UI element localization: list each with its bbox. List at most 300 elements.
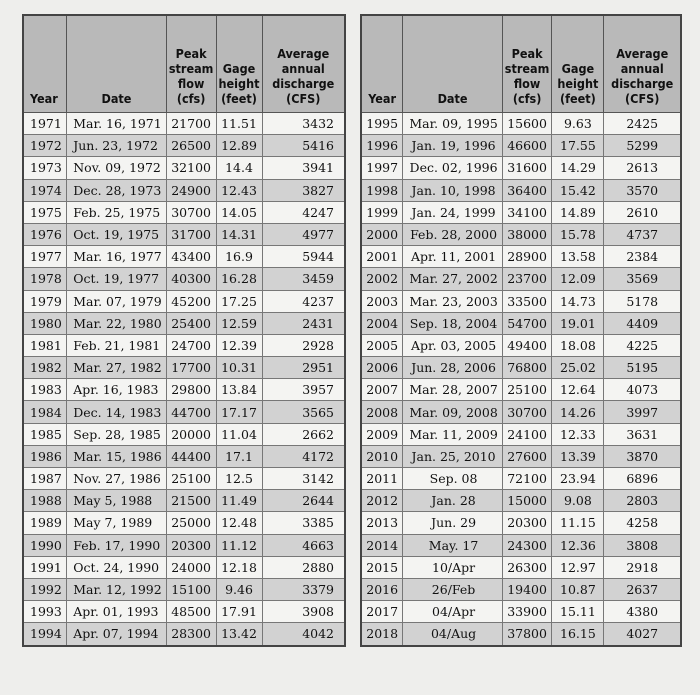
- peak-flow-cell: 34100: [502, 201, 552, 223]
- year-cell: 1999: [361, 201, 403, 223]
- avg-discharge-cell: 4977: [262, 223, 345, 245]
- gage-height-cell: 15.42: [552, 179, 604, 201]
- year-cell: 2006: [361, 357, 403, 379]
- peak-flow-header: Peak stream flow (cfs): [166, 15, 216, 113]
- avg-discharge-cell: 3631: [604, 423, 681, 445]
- table-row: [361, 113, 681, 135]
- year-cell: 1998: [361, 179, 403, 201]
- year-cell: 2000: [361, 223, 403, 245]
- table-row: [23, 334, 345, 356]
- date-cell: Nov. 27, 1986: [67, 468, 166, 490]
- year-cell: 2011: [361, 468, 403, 490]
- flood-table-left: [22, 14, 346, 647]
- avg-discharge-cell: 3957: [262, 379, 345, 401]
- gage-height-cell: 12.48: [216, 512, 262, 534]
- avg-discharge-cell: 2431: [262, 312, 345, 334]
- avg-discharge-cell: 3459: [262, 268, 345, 290]
- table-row: [361, 445, 681, 467]
- year-cell: 2014: [361, 534, 403, 556]
- year-cell: 2013: [361, 512, 403, 534]
- date-cell: Oct. 19, 1977: [67, 268, 166, 290]
- date-cell: Jan. 10, 1998: [403, 179, 502, 201]
- avg-discharge-cell: 3142: [262, 468, 345, 490]
- date-cell: Dec. 02, 1996: [403, 157, 502, 179]
- table-row: [361, 556, 681, 578]
- year-cell: 2018: [361, 623, 403, 646]
- date-cell: Mar. 09, 1995: [403, 113, 502, 135]
- gage-height-cell: 12.97: [552, 556, 604, 578]
- gage-height-cell: 9.63: [552, 113, 604, 135]
- peak-flow-cell: 15000: [502, 490, 552, 512]
- gage-height-cell: 17.1: [216, 445, 262, 467]
- peak-flow-cell: 26500: [166, 135, 216, 157]
- peak-flow-cell: 37800: [502, 623, 552, 646]
- year-cell: 2003: [361, 290, 403, 312]
- table-row: [361, 578, 681, 600]
- peak-flow-cell: 15100: [166, 578, 216, 600]
- gage-height-header: Gage height (feet): [216, 15, 262, 113]
- avg-discharge-cell: 4409: [604, 312, 681, 334]
- date-cell: Oct. 24, 1990: [67, 556, 166, 578]
- avg-discharge-cell: 2662: [262, 423, 345, 445]
- date-cell: Apr. 07, 1994: [67, 623, 166, 646]
- peak-flow-cell: 49400: [502, 334, 552, 356]
- avg-discharge-cell: 2644: [262, 490, 345, 512]
- table-row: [23, 534, 345, 556]
- avg-discharge-cell: 4663: [262, 534, 345, 556]
- date-cell: Oct. 19, 1975: [67, 223, 166, 245]
- table-row: [23, 113, 345, 135]
- date-cell: Apr. 11, 2001: [403, 246, 502, 268]
- peak-flow-cell: 33900: [502, 601, 552, 623]
- peak-flow-cell: 24900: [166, 179, 216, 201]
- table-row: [23, 401, 345, 423]
- table-row: [23, 201, 345, 223]
- gage-height-cell: 12.43: [216, 179, 262, 201]
- peak-flow-cell: 32100: [166, 157, 216, 179]
- table-row: [361, 135, 681, 157]
- avg-discharge-header: Average annual discharge (CFS): [604, 15, 681, 113]
- peak-flow-cell: 29800: [166, 379, 216, 401]
- date-cell: Dec. 28, 1973: [67, 179, 166, 201]
- gage-height-cell: 16.15: [552, 623, 604, 646]
- year-cell: 1997: [361, 157, 403, 179]
- year-cell: 1983: [23, 379, 67, 401]
- avg-discharge-cell: 3432: [262, 113, 345, 135]
- peak-flow-header: Peak stream flow (cfs): [502, 15, 552, 113]
- gage-height-cell: 17.91: [216, 601, 262, 623]
- avg-discharge-cell: 2918: [604, 556, 681, 578]
- peak-flow-cell: 20000: [166, 423, 216, 445]
- gage-height-cell: 14.4: [216, 157, 262, 179]
- year-cell: 1989: [23, 512, 67, 534]
- gage-height-cell: 15.11: [552, 601, 604, 623]
- date-cell: 04/Apr: [403, 601, 502, 623]
- year-cell: 1973: [23, 157, 67, 179]
- peak-flow-cell: 45200: [166, 290, 216, 312]
- year-cell: 2010: [361, 445, 403, 467]
- peak-flow-cell: 25100: [166, 468, 216, 490]
- gage-height-cell: 11.12: [216, 534, 262, 556]
- header-row: [23, 15, 345, 113]
- peak-flow-cell: 17700: [166, 357, 216, 379]
- year-cell: 1981: [23, 334, 67, 356]
- date-cell: Feb. 28, 2000: [403, 223, 502, 245]
- table-row: [361, 401, 681, 423]
- peak-flow-cell: 20300: [502, 512, 552, 534]
- gage-height-cell: 12.18: [216, 556, 262, 578]
- year-cell: 2016: [361, 578, 403, 600]
- avg-discharge-cell: 4237: [262, 290, 345, 312]
- gage-height-cell: 13.58: [552, 246, 604, 268]
- gage-height-cell: 12.09: [552, 268, 604, 290]
- gage-height-cell: 14.31: [216, 223, 262, 245]
- avg-discharge-cell: 4042: [262, 623, 345, 646]
- avg-discharge-cell: 4027: [604, 623, 681, 646]
- date-cell: 26/Feb: [403, 578, 502, 600]
- avg-discharge-cell: 3565: [262, 401, 345, 423]
- avg-discharge-cell: 6896: [604, 468, 681, 490]
- year-cell: 2001: [361, 246, 403, 268]
- gage-height-cell: 12.64: [552, 379, 604, 401]
- header-row: [361, 15, 681, 113]
- peak-flow-cell: 30700: [502, 401, 552, 423]
- table-row: [361, 290, 681, 312]
- peak-flow-cell: 26300: [502, 556, 552, 578]
- date-cell: Mar. 23, 2003: [403, 290, 502, 312]
- date-cell: Jan. 28: [403, 490, 502, 512]
- table-row: [361, 534, 681, 556]
- date-cell: Feb. 21, 1981: [67, 334, 166, 356]
- gage-height-cell: 13.84: [216, 379, 262, 401]
- date-header: Date: [403, 15, 502, 113]
- peak-flow-cell: 23700: [502, 268, 552, 290]
- table-row: [23, 601, 345, 623]
- table-row: [23, 268, 345, 290]
- gage-height-cell: 13.42: [216, 623, 262, 646]
- date-cell: Nov. 09, 1972: [67, 157, 166, 179]
- date-cell: Sep. 28, 1985: [67, 423, 166, 445]
- peak-flow-cell: 76800: [502, 357, 552, 379]
- peak-flow-cell: 24700: [166, 334, 216, 356]
- date-cell: Mar. 09, 2008: [403, 401, 502, 423]
- year-cell: 1971: [23, 113, 67, 135]
- gage-height-cell: 18.08: [552, 334, 604, 356]
- table-row: [23, 246, 345, 268]
- gage-height-cell: 25.02: [552, 357, 604, 379]
- avg-discharge-cell: 2637: [604, 578, 681, 600]
- gage-height-cell: 17.25: [216, 290, 262, 312]
- peak-flow-cell: 72100: [502, 468, 552, 490]
- table-row: [361, 490, 681, 512]
- peak-flow-cell: 25100: [502, 379, 552, 401]
- year-cell: 2002: [361, 268, 403, 290]
- year-cell: 1972: [23, 135, 67, 157]
- avg-discharge-cell: 2803: [604, 490, 681, 512]
- table-row: [361, 379, 681, 401]
- avg-discharge-cell: 3808: [604, 534, 681, 556]
- table-row: [361, 179, 681, 201]
- gage-height-cell: 12.33: [552, 423, 604, 445]
- table-row: [361, 601, 681, 623]
- table-row: [23, 179, 345, 201]
- gage-height-cell: 16.28: [216, 268, 262, 290]
- peak-flow-cell: 24300: [502, 534, 552, 556]
- year-cell: 1979: [23, 290, 67, 312]
- peak-flow-cell: 38000: [502, 223, 552, 245]
- table-row: [23, 445, 345, 467]
- year-cell: 2008: [361, 401, 403, 423]
- date-cell: Mar. 16, 1977: [67, 246, 166, 268]
- gage-height-cell: 16.9: [216, 246, 262, 268]
- avg-discharge-cell: 4172: [262, 445, 345, 467]
- avg-discharge-cell: 3379: [262, 578, 345, 600]
- table-row: [361, 246, 681, 268]
- table-row: [361, 157, 681, 179]
- avg-discharge-cell: 3385: [262, 512, 345, 534]
- table-row: [23, 379, 345, 401]
- gage-height-cell: 11.49: [216, 490, 262, 512]
- date-cell: Apr. 03, 2005: [403, 334, 502, 356]
- date-cell: Sep. 08: [403, 468, 502, 490]
- year-cell: 1987: [23, 468, 67, 490]
- table-row: [23, 135, 345, 157]
- avg-discharge-cell: 3870: [604, 445, 681, 467]
- table-row: [23, 490, 345, 512]
- peak-flow-cell: 31600: [502, 157, 552, 179]
- gage-height-cell: 10.31: [216, 357, 262, 379]
- avg-discharge-cell: 4247: [262, 201, 345, 223]
- table-row: [23, 623, 345, 646]
- gage-height-cell: 14.29: [552, 157, 604, 179]
- date-cell: Mar. 22, 1980: [67, 312, 166, 334]
- date-cell: Jun. 29: [403, 512, 502, 534]
- avg-discharge-cell: 5299: [604, 135, 681, 157]
- table-row: [23, 423, 345, 445]
- table-row: [23, 556, 345, 578]
- peak-flow-cell: 25400: [166, 312, 216, 334]
- peak-flow-cell: 36400: [502, 179, 552, 201]
- year-cell: 2012: [361, 490, 403, 512]
- year-header: Year: [23, 15, 67, 113]
- date-cell: Mar. 11, 2009: [403, 423, 502, 445]
- peak-flow-cell: 28300: [166, 623, 216, 646]
- avg-discharge-cell: 3997: [604, 401, 681, 423]
- avg-discharge-cell: 2928: [262, 334, 345, 356]
- gage-height-cell: 14.05: [216, 201, 262, 223]
- avg-discharge-cell: 5195: [604, 357, 681, 379]
- peak-flow-cell: 44700: [166, 401, 216, 423]
- year-cell: 1974: [23, 179, 67, 201]
- peak-flow-cell: 25000: [166, 512, 216, 534]
- date-cell: Jun. 23, 1972: [67, 135, 166, 157]
- date-cell: 04/Aug: [403, 623, 502, 646]
- year-cell: 1976: [23, 223, 67, 245]
- avg-discharge-header: Average annual discharge (CFS): [262, 15, 345, 113]
- gage-height-cell: 10.87: [552, 578, 604, 600]
- gage-height-cell: 14.26: [552, 401, 604, 423]
- year-cell: 1994: [23, 623, 67, 646]
- gage-height-cell: 19.01: [552, 312, 604, 334]
- peak-flow-cell: 27600: [502, 445, 552, 467]
- avg-discharge-cell: 5416: [262, 135, 345, 157]
- peak-flow-cell: 21500: [166, 490, 216, 512]
- year-header: Year: [361, 15, 403, 113]
- table-row: [361, 334, 681, 356]
- table-row: [361, 201, 681, 223]
- year-cell: 1992: [23, 578, 67, 600]
- year-cell: 2004: [361, 312, 403, 334]
- date-cell: Jan. 24, 1999: [403, 201, 502, 223]
- year-cell: 1991: [23, 556, 67, 578]
- avg-discharge-cell: 2425: [604, 113, 681, 135]
- avg-discharge-cell: 4073: [604, 379, 681, 401]
- peak-flow-cell: 46600: [502, 135, 552, 157]
- gage-height-header: Gage height (feet): [552, 15, 604, 113]
- avg-discharge-cell: 3908: [262, 601, 345, 623]
- avg-discharge-cell: 3570: [604, 179, 681, 201]
- gage-height-cell: 17.17: [216, 401, 262, 423]
- table-row: [361, 223, 681, 245]
- gage-height-cell: 15.78: [552, 223, 604, 245]
- avg-discharge-cell: 2384: [604, 246, 681, 268]
- date-header: Date: [67, 15, 166, 113]
- gage-height-cell: 9.46: [216, 578, 262, 600]
- date-cell: Sep. 18, 2004: [403, 312, 502, 334]
- date-cell: Jan. 19, 1996: [403, 135, 502, 157]
- table-row: [23, 357, 345, 379]
- table-row: [361, 312, 681, 334]
- date-cell: Mar. 27, 1982: [67, 357, 166, 379]
- table-row: [361, 623, 681, 646]
- table-row: [361, 423, 681, 445]
- year-cell: 2007: [361, 379, 403, 401]
- avg-discharge-cell: 3827: [262, 179, 345, 201]
- peak-flow-cell: 21700: [166, 113, 216, 135]
- avg-discharge-cell: 5944: [262, 246, 345, 268]
- peak-flow-cell: 48500: [166, 601, 216, 623]
- avg-discharge-cell: 3569: [604, 268, 681, 290]
- avg-discharge-cell: 4225: [604, 334, 681, 356]
- peak-flow-cell: 54700: [502, 312, 552, 334]
- date-cell: Apr. 01, 1993: [67, 601, 166, 623]
- date-cell: Jun. 28, 2006: [403, 357, 502, 379]
- peak-flow-cell: 44400: [166, 445, 216, 467]
- avg-discharge-cell: 2951: [262, 357, 345, 379]
- table-row: [23, 512, 345, 534]
- table-row: [23, 290, 345, 312]
- table-row: [23, 223, 345, 245]
- gage-height-cell: 12.5: [216, 468, 262, 490]
- date-cell: Mar. 16, 1971: [67, 113, 166, 135]
- year-cell: 1990: [23, 534, 67, 556]
- year-cell: 1984: [23, 401, 67, 423]
- flood-table-right: [360, 14, 682, 647]
- gage-height-cell: 23.94: [552, 468, 604, 490]
- date-cell: Feb. 17, 1990: [67, 534, 166, 556]
- peak-flow-cell: 24000: [166, 556, 216, 578]
- avg-discharge-cell: 4380: [604, 601, 681, 623]
- gage-height-cell: 14.89: [552, 201, 604, 223]
- year-cell: 2009: [361, 423, 403, 445]
- date-cell: Mar. 27, 2002: [403, 268, 502, 290]
- year-cell: 2017: [361, 601, 403, 623]
- peak-flow-cell: 40300: [166, 268, 216, 290]
- date-cell: Mar. 12, 1992: [67, 578, 166, 600]
- year-cell: 1993: [23, 601, 67, 623]
- avg-discharge-cell: 3941: [262, 157, 345, 179]
- date-cell: Mar. 07, 1979: [67, 290, 166, 312]
- date-cell: Mar. 15, 1986: [67, 445, 166, 467]
- peak-flow-cell: 19400: [502, 578, 552, 600]
- date-cell: May. 17: [403, 534, 502, 556]
- gage-height-cell: 13.39: [552, 445, 604, 467]
- year-cell: 1988: [23, 490, 67, 512]
- gage-height-cell: 12.89: [216, 135, 262, 157]
- date-cell: Apr. 16, 1983: [67, 379, 166, 401]
- avg-discharge-cell: 4258: [604, 512, 681, 534]
- table-row: [361, 268, 681, 290]
- gage-height-cell: 17.55: [552, 135, 604, 157]
- year-cell: 1982: [23, 357, 67, 379]
- date-cell: Mar. 28, 2007: [403, 379, 502, 401]
- year-cell: 1985: [23, 423, 67, 445]
- gage-height-cell: 11.51: [216, 113, 262, 135]
- year-cell: 1977: [23, 246, 67, 268]
- peak-flow-cell: 20300: [166, 534, 216, 556]
- date-cell: Feb. 25, 1975: [67, 201, 166, 223]
- peak-flow-cell: 28900: [502, 246, 552, 268]
- peak-flow-cell: 30700: [166, 201, 216, 223]
- table-row: [23, 578, 345, 600]
- peak-flow-cell: 15600: [502, 113, 552, 135]
- avg-discharge-cell: 2610: [604, 201, 681, 223]
- peak-flow-cell: 43400: [166, 246, 216, 268]
- date-cell: 10/Apr: [403, 556, 502, 578]
- avg-discharge-cell: 2613: [604, 157, 681, 179]
- avg-discharge-cell: 5178: [604, 290, 681, 312]
- gage-height-cell: 11.15: [552, 512, 604, 534]
- gage-height-cell: 14.73: [552, 290, 604, 312]
- table-row: [361, 468, 681, 490]
- gage-height-cell: 12.36: [552, 534, 604, 556]
- date-cell: May 5, 1988: [67, 490, 166, 512]
- table-row: [23, 157, 345, 179]
- year-cell: 1980: [23, 312, 67, 334]
- year-cell: 1995: [361, 113, 403, 135]
- table-row: [23, 468, 345, 490]
- year-cell: 1996: [361, 135, 403, 157]
- gage-height-cell: 12.39: [216, 334, 262, 356]
- gage-height-cell: 9.08: [552, 490, 604, 512]
- date-cell: May 7, 1989: [67, 512, 166, 534]
- year-cell: 2015: [361, 556, 403, 578]
- avg-discharge-cell: 4737: [604, 223, 681, 245]
- avg-discharge-cell: 2880: [262, 556, 345, 578]
- year-cell: 1986: [23, 445, 67, 467]
- peak-flow-cell: 24100: [502, 423, 552, 445]
- year-cell: 2005: [361, 334, 403, 356]
- year-cell: 1978: [23, 268, 67, 290]
- table-row: [361, 512, 681, 534]
- gage-height-cell: 12.59: [216, 312, 262, 334]
- table-row: [23, 312, 345, 334]
- table-row: [361, 357, 681, 379]
- gage-height-cell: 11.04: [216, 423, 262, 445]
- date-cell: Dec. 14, 1983: [67, 401, 166, 423]
- peak-flow-cell: 31700: [166, 223, 216, 245]
- peak-flow-cell: 33500: [502, 290, 552, 312]
